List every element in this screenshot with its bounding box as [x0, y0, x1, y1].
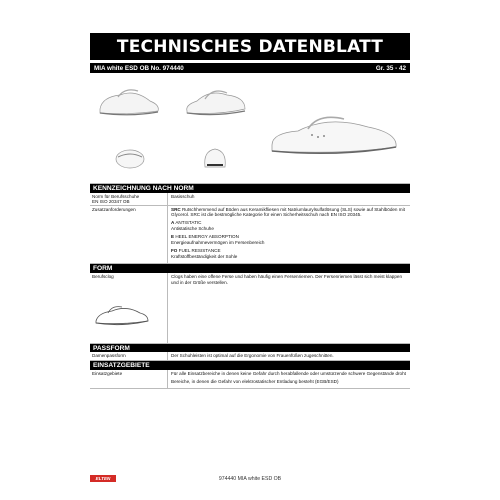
- section-passform-header: PASSFORM: [90, 344, 410, 353]
- form-text: Clogs haben eine offene Ferse und haben häufig einen Fersenriemen. Der Fersenriemen lässt sich meist klappen und in der Größe verstellen.: [171, 273, 403, 285]
- form-row: [90, 273, 410, 344]
- additional-label: Zusatzanforderungen: [90, 206, 168, 264]
- einsatz-label: Einsatzgebiete: [90, 370, 168, 388]
- passform-text: Der Schuhleisten ist optimal auf die Ergonomie von Frauenfüßen zugeschnitten.: [171, 353, 334, 359]
- photo-main: [258, 103, 408, 178]
- norm-value: Basisschuh: [171, 193, 195, 199]
- form-label: Berufsclog: [92, 273, 114, 279]
- product-name: MIA white ESD OB No. 974440: [94, 64, 184, 72]
- norm-label: Norm für Berufsschuhe: [92, 193, 140, 199]
- product-photos: [90, 73, 410, 184]
- section-einsatz-header: EINSATZGEBIETE: [90, 361, 410, 370]
- einsatz-text-1: Für alle Einsatzbereiche in denen keine Gefahr durch herabfallende oder umstürzende schwere Gegenstände droht: [171, 370, 406, 376]
- photo-back: [175, 133, 255, 181]
- product-bar: [90, 63, 410, 73]
- elten-logo: ELTEN: [90, 475, 116, 482]
- photo-side-right: [175, 79, 255, 129]
- page-title: TECHNISCHES DATENBLATT: [90, 33, 410, 60]
- additional-row: [90, 206, 410, 265]
- einsatz-text-2: Bereiche, in denen die Gefahr von elektrostatischer Entladung besteht (EGB/ESD): [171, 378, 339, 384]
- section-norm-header: KENNZEICHNUNG NACH NORM: [90, 184, 410, 193]
- norm-standard: EN ISO 20347 OB: [92, 198, 130, 204]
- einsatz-row: [90, 370, 410, 389]
- passform-row: [90, 352, 410, 361]
- photo-top: [90, 133, 170, 181]
- entry-fo: FO FUEL RESISTANCE Kraftstoffbeständigkeit der Sohle: [171, 248, 238, 260]
- datasheet: [90, 33, 410, 389]
- photo-side-left: [90, 79, 170, 129]
- passform-label: Damenpassform: [90, 352, 168, 360]
- clog-drawing-icon: [92, 301, 165, 329]
- section-form-header: FORM: [90, 264, 410, 273]
- entry-a: A ANTISTATIC Antistatische Schuhe: [171, 220, 214, 232]
- entry-src: SRC Rutschhemmend auf Böden aus Keramikfliesen mit Natriumlaurylsulfatlösung (SLS) sowie auf Stahlböden mit Glycerol. SRC ist die bestmögliche Kategorie für einen Sicherheitsschuh nach EN ISO 20345.: [171, 206, 405, 218]
- footer-text: 974440 MIA white ESD OB: [218, 476, 282, 482]
- size-range: Gr. 35 - 42: [375, 64, 406, 72]
- entry-e: E HEEL ENERGY ABSORPTION Energieaufnahmevermögen im Fersenbereich: [171, 234, 265, 246]
- norm-row: [90, 193, 410, 206]
